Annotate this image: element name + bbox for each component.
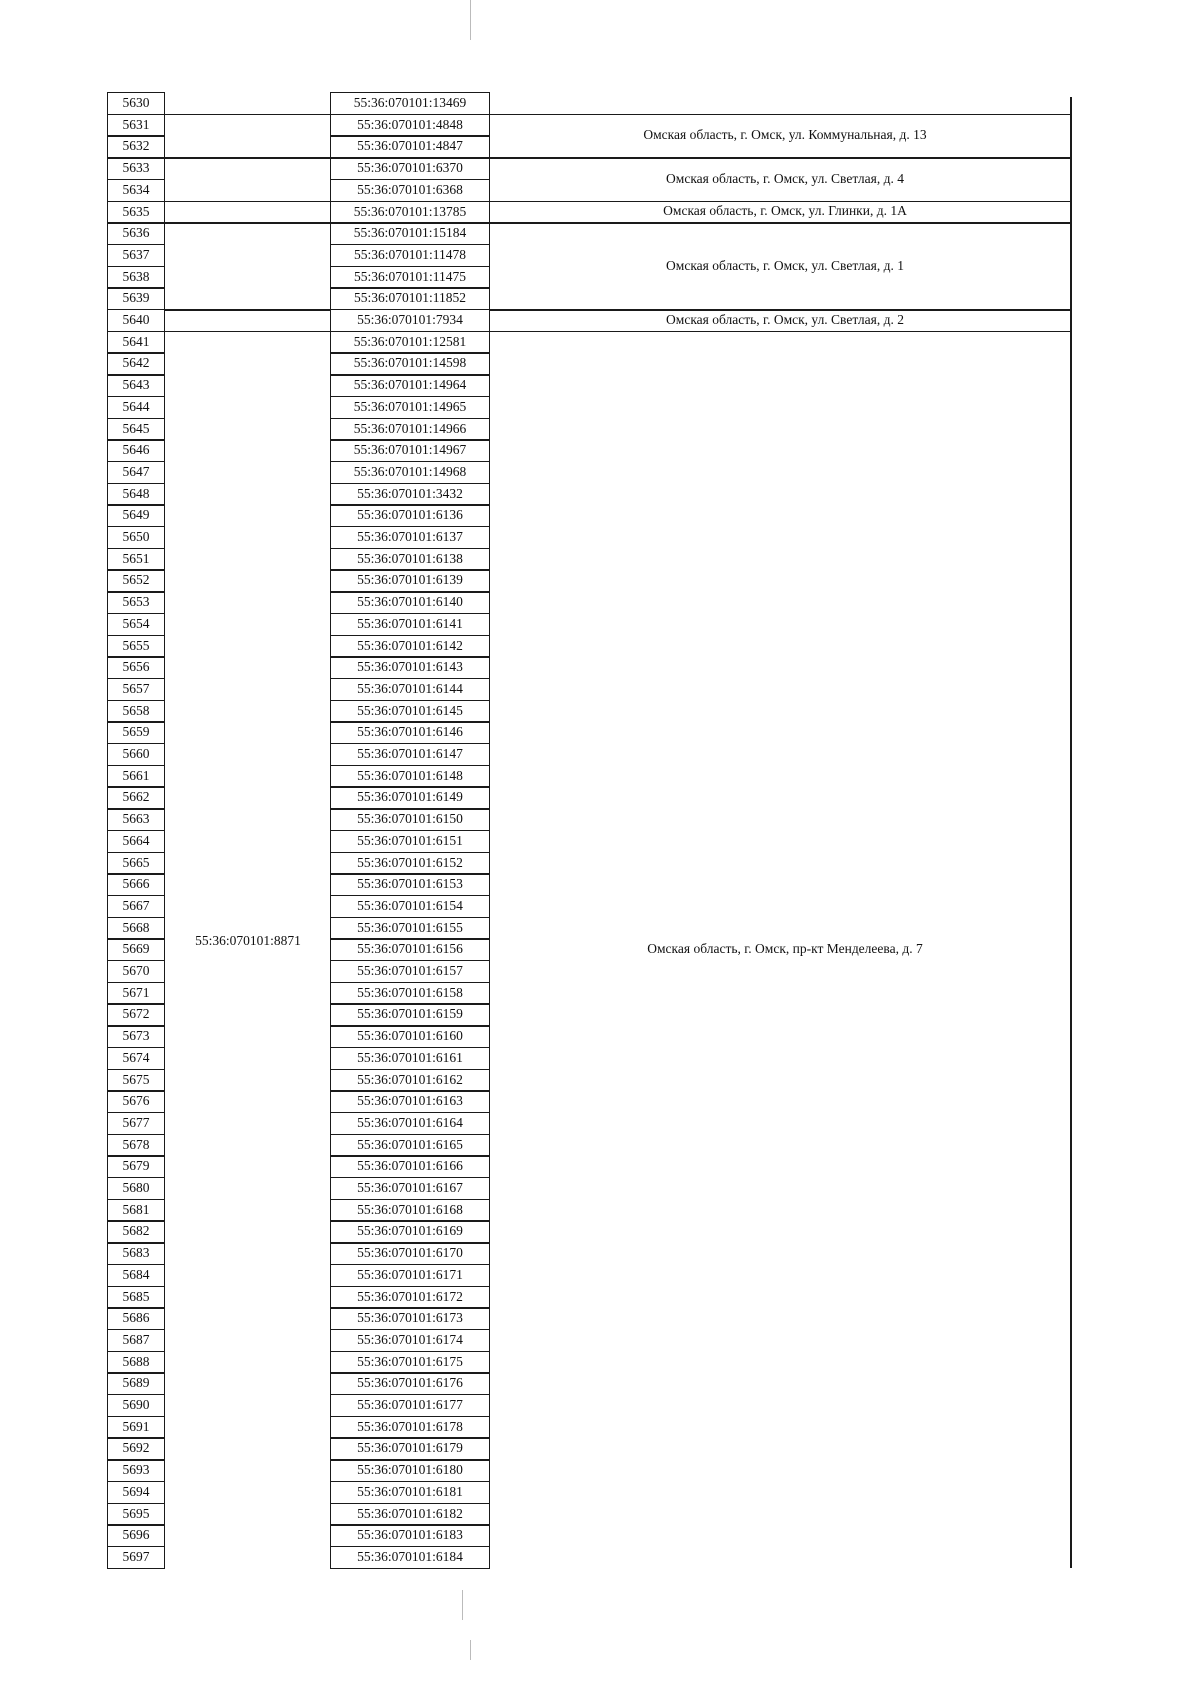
cadastral-number: 55:36:070101:14598 [330, 352, 490, 375]
scan-artifact [462, 1590, 463, 1620]
cadastral-number: 55:36:070101:6163 [330, 1090, 490, 1113]
row-number: 5674 [107, 1047, 165, 1070]
row-number: 5667 [107, 895, 165, 918]
row-number: 5682 [107, 1220, 165, 1243]
row-number: 5636 [107, 222, 165, 245]
cadastral-number: 55:36:070101:6168 [330, 1199, 490, 1222]
row-number: 5679 [107, 1155, 165, 1178]
row-number: 5670 [107, 960, 165, 983]
cadastral-number: 55:36:070101:6178 [330, 1416, 490, 1439]
group-separator [165, 201, 330, 203]
cadastral-number: 55:36:070101:13469 [330, 92, 490, 115]
group-separator [165, 331, 330, 333]
row-number: 5633 [107, 157, 165, 180]
cadastral-number: 55:36:070101:6152 [330, 852, 490, 875]
row-number: 5676 [107, 1090, 165, 1113]
cadastral-number: 55:36:070101:6150 [330, 808, 490, 831]
cadastral-number: 55:36:070101:6164 [330, 1112, 490, 1135]
row-number: 5668 [107, 917, 165, 940]
cadastral-number: 55:36:070101:6148 [330, 765, 490, 788]
group-separator [490, 309, 1072, 311]
group-separator [490, 157, 1072, 159]
row-number: 5658 [107, 700, 165, 723]
row-number: 5651 [107, 548, 165, 571]
cadastral-number: 55:36:070101:6166 [330, 1155, 490, 1178]
cadastral-number: 55:36:070101:4848 [330, 114, 490, 137]
row-number: 5689 [107, 1372, 165, 1395]
row-number: 5697 [107, 1546, 165, 1569]
row-number: 5680 [107, 1177, 165, 1200]
cadastral-number: 55:36:070101:6183 [330, 1524, 490, 1547]
row-number: 5681 [107, 1199, 165, 1222]
cadastral-number: 55:36:070101:6370 [330, 157, 490, 180]
address-text: Омская область, г. Омск, ул. Светлая, д. 2 [666, 311, 904, 327]
address-text: Омская область, г. Омск, ул. Глинки, д. 1А [663, 203, 907, 219]
cadastral-number: 55:36:070101:6158 [330, 982, 490, 1005]
row-number: 5690 [107, 1394, 165, 1417]
row-number: 5695 [107, 1503, 165, 1526]
row-number: 5637 [107, 244, 165, 267]
cadastral-number: 55:36:070101:6154 [330, 895, 490, 918]
cadastral-number: 55:36:070101:6156 [330, 938, 490, 961]
cadastral-number: 55:36:070101:6175 [330, 1351, 490, 1374]
cadastral-number: 55:36:070101:14967 [330, 439, 490, 462]
cadastral-number: 55:36:070101:6169 [330, 1220, 490, 1243]
cadastral-number: 55:36:070101:6153 [330, 873, 490, 896]
row-number: 5675 [107, 1069, 165, 1092]
cadastral-number: 55:36:070101:6174 [330, 1329, 490, 1352]
row-number: 5696 [107, 1524, 165, 1547]
cadastral-number: 55:36:070101:6140 [330, 591, 490, 614]
cadastral-number: 55:36:070101:6172 [330, 1286, 490, 1309]
row-number: 5635 [107, 201, 165, 224]
row-number: 5683 [107, 1242, 165, 1265]
row-number: 5671 [107, 982, 165, 1005]
cadastral-number: 55:36:070101:6151 [330, 830, 490, 853]
cadastral-number: 55:36:070101:15184 [330, 222, 490, 245]
cadastral-number: 55:36:070101:3432 [330, 483, 490, 506]
scan-artifact [470, 0, 471, 40]
row-number: 5691 [107, 1416, 165, 1439]
row-number: 5656 [107, 656, 165, 679]
row-number: 5641 [107, 331, 165, 354]
address-text: Омская область, г. Омск, пр-кт Менделеева, д. 7 [647, 941, 923, 957]
row-number: 5647 [107, 461, 165, 484]
row-number: 5673 [107, 1025, 165, 1048]
cadastral-number: 55:36:070101:14965 [330, 396, 490, 419]
cadastral-number: 55:36:070101:6139 [330, 569, 490, 592]
parent-cadastral-number: 55:36:070101:8871 [195, 933, 301, 949]
row-number: 5666 [107, 873, 165, 896]
row-number: 5692 [107, 1437, 165, 1460]
cadastral-number: 55:36:070101:6179 [330, 1437, 490, 1460]
cadastral-number: 55:36:070101:6165 [330, 1134, 490, 1157]
row-number: 5645 [107, 418, 165, 441]
row-number: 5655 [107, 635, 165, 658]
cadastral-number: 55:36:070101:4847 [330, 135, 490, 158]
cadastral-number: 55:36:070101:11475 [330, 266, 490, 289]
cadastral-number: 55:36:070101:6173 [330, 1307, 490, 1330]
cadastral-number: 55:36:070101:6137 [330, 526, 490, 549]
row-number: 5687 [107, 1329, 165, 1352]
cadastral-number: 55:36:070101:12581 [330, 331, 490, 354]
row-number: 5661 [107, 765, 165, 788]
row-number: 5684 [107, 1264, 165, 1287]
cadastral-number: 55:36:070101:6368 [330, 179, 490, 202]
cadastral-number: 55:36:070101:6146 [330, 721, 490, 744]
group-separator [490, 331, 1072, 333]
cadastral-number: 55:36:070101:6149 [330, 786, 490, 809]
cadastral-number: 55:36:070101:11478 [330, 244, 490, 267]
row-number: 5652 [107, 569, 165, 592]
cadastral-number: 55:36:070101:13785 [330, 201, 490, 224]
cadastral-number: 55:36:070101:6181 [330, 1481, 490, 1504]
cadastral-number: 55:36:070101:6157 [330, 960, 490, 983]
row-number: 5665 [107, 852, 165, 875]
row-number: 5644 [107, 396, 165, 419]
row-number: 5677 [107, 1112, 165, 1135]
row-number: 5650 [107, 526, 165, 549]
row-number: 5632 [107, 135, 165, 158]
row-number: 5688 [107, 1351, 165, 1374]
cadastral-number: 55:36:070101:6155 [330, 917, 490, 940]
cadastral-number: 55:36:070101:6147 [330, 743, 490, 766]
row-number: 5631 [107, 114, 165, 137]
cadastral-number: 55:36:070101:6143 [330, 656, 490, 679]
cadastral-number: 55:36:070101:14966 [330, 418, 490, 441]
cadastral-number: 55:36:070101:6142 [330, 635, 490, 658]
row-number: 5630 [107, 92, 165, 115]
cadastral-number: 55:36:070101:6138 [330, 548, 490, 571]
row-number: 5663 [107, 808, 165, 831]
row-number: 5642 [107, 352, 165, 375]
group-separator [490, 201, 1072, 203]
group-separator [165, 114, 330, 116]
cadastral-number: 55:36:070101:6141 [330, 613, 490, 636]
row-number: 5672 [107, 1003, 165, 1026]
row-number: 5657 [107, 678, 165, 701]
address-text: Омская область, г. Омск, ул. Светлая, д. 1 [666, 257, 904, 273]
address-text: Омская область, г. Омск, ул. Светлая, д. 4 [666, 170, 904, 186]
cadastral-number: 55:36:070101:11852 [330, 287, 490, 310]
cadastral-number: 55:36:070101:6145 [330, 700, 490, 723]
cadastral-number: 55:36:070101:6159 [330, 1003, 490, 1026]
row-number: 5694 [107, 1481, 165, 1504]
cadastral-number: 55:36:070101:6170 [330, 1242, 490, 1265]
row-number: 5643 [107, 374, 165, 397]
cadastral-number: 55:36:070101:6161 [330, 1047, 490, 1070]
row-number: 5693 [107, 1459, 165, 1482]
cadastral-number: 55:36:070101:6144 [330, 678, 490, 701]
row-number: 5659 [107, 721, 165, 744]
cadastral-number: 55:36:070101:6182 [330, 1503, 490, 1526]
row-number: 5640 [107, 309, 165, 332]
cadastral-number: 55:36:070101:6177 [330, 1394, 490, 1417]
row-number: 5646 [107, 439, 165, 462]
cadastral-number: 55:36:070101:6162 [330, 1069, 490, 1092]
group-separator [165, 222, 330, 224]
cadastral-number: 55:36:070101:6171 [330, 1264, 490, 1287]
row-number: 5678 [107, 1134, 165, 1157]
row-number: 5639 [107, 287, 165, 310]
cadastral-number: 55:36:070101:6184 [330, 1546, 490, 1569]
row-number: 5638 [107, 266, 165, 289]
cadastral-number: 55:36:070101:7934 [330, 309, 490, 332]
cadastral-number: 55:36:070101:6167 [330, 1177, 490, 1200]
scan-artifact [470, 1640, 471, 1660]
cadastral-number: 55:36:070101:14968 [330, 461, 490, 484]
cadastral-number: 55:36:070101:6160 [330, 1025, 490, 1048]
row-number: 5660 [107, 743, 165, 766]
row-number: 5653 [107, 591, 165, 614]
cadastral-number: 55:36:070101:6180 [330, 1459, 490, 1482]
row-number: 5662 [107, 786, 165, 809]
cadastral-number: 55:36:070101:14964 [330, 374, 490, 397]
cadastral-number: 55:36:070101:6176 [330, 1372, 490, 1395]
row-number: 5669 [107, 938, 165, 961]
row-number: 5648 [107, 483, 165, 506]
row-number: 5649 [107, 504, 165, 527]
group-separator [490, 114, 1072, 116]
row-number: 5664 [107, 830, 165, 853]
row-number: 5654 [107, 613, 165, 636]
address-text: Омская область, г. Омск, ул. Коммунальная, д. 13 [643, 127, 927, 143]
row-number: 5685 [107, 1286, 165, 1309]
group-separator [490, 222, 1072, 224]
group-separator [165, 157, 330, 159]
group-separator [165, 309, 330, 311]
row-number: 5634 [107, 179, 165, 202]
row-number: 5686 [107, 1307, 165, 1330]
cadastral-number: 55:36:070101:6136 [330, 504, 490, 527]
